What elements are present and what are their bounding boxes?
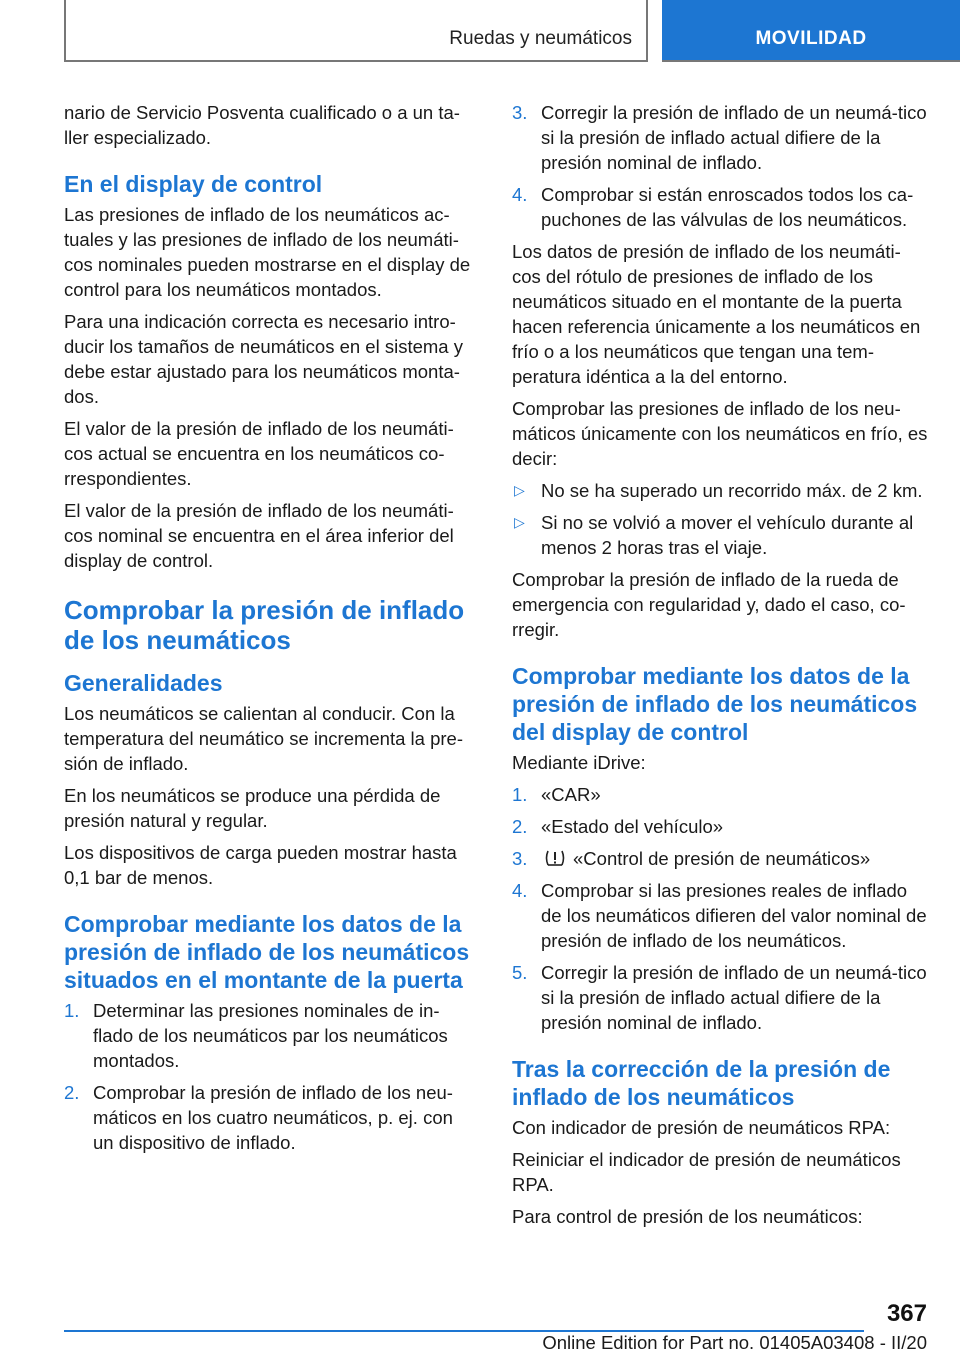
heading-idrive-check: Comprobar mediante los datos de la presión de inflado de los neumáticos del display de control <box>512 663 918 745</box>
paragraph: Comprobar las presiones de inflado de los neu-máticos únicamente con los neumáticos en frío, es decir: <box>512 398 928 469</box>
step-number: 1. <box>64 1000 80 1021</box>
paragraph: El valor de la presión de inflado de los neumáti-cos actual se encuentra en los neumáticos co-rrespondientes. <box>64 418 454 489</box>
step-text: Comprobar la presión de inflado de los neu-máticos en los cuatro neumáticos, p. ej. con un dispositivo de inflado. <box>93 1082 453 1153</box>
step-text: Corregir la presión de inflado de un neumá-tico si la presión de inflado actual difiere de la presión nominal de inflado. <box>541 102 927 173</box>
paragraph: Los datos de presión de inflado de los neumáti-cos del rótulo de presiones de inflado de los neumáticos situado en el montante de la puerta hacen referencia únicamente a los neumáticos en frío o a los neumáticos que tengan una tem-peratura idéntica a la del entorno. <box>512 241 921 387</box>
paragraph: El valor de la presión de inflado de los neumáti-cos nominal se encuentra en el área inferior del display de control. <box>64 500 454 571</box>
tire-pressure-warning-icon <box>543 848 567 868</box>
step-number: 5. <box>512 962 528 983</box>
edition-info: Online Edition for Part no. 01405A03408 - II/20 <box>542 1332 927 1353</box>
list-item <box>64 1080 476 1155</box>
paragraph: Los dispositivos de carga pueden mostrar hasta 0,1 bar de menos. <box>64 842 457 888</box>
step-text: «CAR» <box>541 784 601 805</box>
list-item <box>512 782 928 807</box>
intro-paragraph: nario de Servicio Posventa cualificado o a un ta-ller especializado. <box>64 102 460 148</box>
header-chapter-title: MOVILIDAD <box>755 28 867 49</box>
header-chapter-tab <box>662 0 960 62</box>
triangle-right-icon: ▷ <box>514 482 525 498</box>
heading-check-pressure: Comprobar la presión de inflado de los neumáticos <box>64 595 465 655</box>
header-left-box <box>64 0 648 62</box>
bullet-text: No se ha superado un recorrido máx. de 2 km. <box>541 480 923 501</box>
list-item <box>512 478 928 503</box>
step-text: Corregir la presión de inflado de un neumá-tico si la presión de inflado actual difiere de la presión nominal de inflado. <box>541 962 927 1033</box>
paragraph: Reiniciar el indicador de presión de neumáticos RPA. <box>512 1149 901 1195</box>
step-number: 2. <box>512 816 528 837</box>
step-number: 2. <box>64 1082 80 1103</box>
paragraph: En los neumáticos se produce una pérdida de presión natural y regular. <box>64 785 441 831</box>
step-text: Determinar las presiones nominales de in-flado de los neumáticos par los neumáticos montados. <box>93 1000 448 1071</box>
steps-list <box>64 998 476 1155</box>
step-number: 4. <box>512 184 528 205</box>
bullet-text: Si no se volvió a mover el vehículo durante al menos 2 horas tras el viaje. <box>541 512 914 558</box>
step-number: 3. <box>512 102 528 123</box>
paragraph: Para una indicación correcta es necesario intro-ducir los tamaños de neumáticos en el sistema y debe estar ajustado para los neumáticos monta-dos. <box>64 311 463 407</box>
list-item <box>512 100 928 175</box>
step-text: Comprobar si están enroscados todos los ca-puchones de las válvulas de los neumáticos. <box>541 184 914 230</box>
step-number: 1. <box>512 784 528 805</box>
paragraph: Para control de presión de los neumáticos: <box>512 1206 863 1227</box>
bullet-list <box>512 478 928 560</box>
steps-list-continued <box>512 100 928 232</box>
left-column <box>64 100 476 1162</box>
list-item <box>512 510 928 560</box>
step-number: 4. <box>512 880 528 901</box>
page-number: 367 <box>886 1300 927 1327</box>
step-text: «Estado del vehículo» <box>541 816 724 837</box>
paragraph: Las presiones de inflado de los neumáticos ac-tuales y las presiones de inflado de los neumáti-cos nominales pueden mostrarse en el display de control para los neumáticos montados. <box>64 204 471 300</box>
paragraph: Los neumáticos se calientan al conducir. Con la temperatura del neumático se incrementa la pre-sión de inflado. <box>64 703 463 774</box>
heading-general: Generalidades <box>64 670 223 696</box>
paragraph: Mediante iDrive: <box>512 752 646 773</box>
heading-after-correction: Tras la corrección de la presión de inflado de los neumáticos <box>512 1056 891 1110</box>
idrive-steps-list <box>512 782 928 1035</box>
triangle-right-icon: ▷ <box>514 514 525 530</box>
list-item <box>512 960 928 1035</box>
paragraph: Comprobar la presión de inflado de la rueda de emergencia con regularidad y, dado el caso, co-rregir. <box>512 569 906 640</box>
paragraph: Con indicador de presión de neumáticos RPA: <box>512 1117 891 1138</box>
list-item <box>512 182 928 232</box>
list-item <box>512 846 928 871</box>
right-column <box>512 100 928 1236</box>
heading-door-pillar: Comprobar mediante los datos de la presión de inflado de los neumáticos situados en el montante de la puerta <box>64 911 470 993</box>
step-text: Comprobar si las presiones reales de inflado de los neumáticos difieren del valor nominal de presión de inflado de los neumáticos. <box>541 880 927 951</box>
step-number: 3. <box>512 848 528 869</box>
step-text: «Control de presión de neumáticos» <box>573 848 871 869</box>
heading-display: En el display de control <box>64 171 323 197</box>
header-section-title: Ruedas y neumáticos <box>449 28 632 49</box>
list-item <box>512 878 928 953</box>
list-item <box>512 814 928 839</box>
list-item <box>64 998 476 1073</box>
